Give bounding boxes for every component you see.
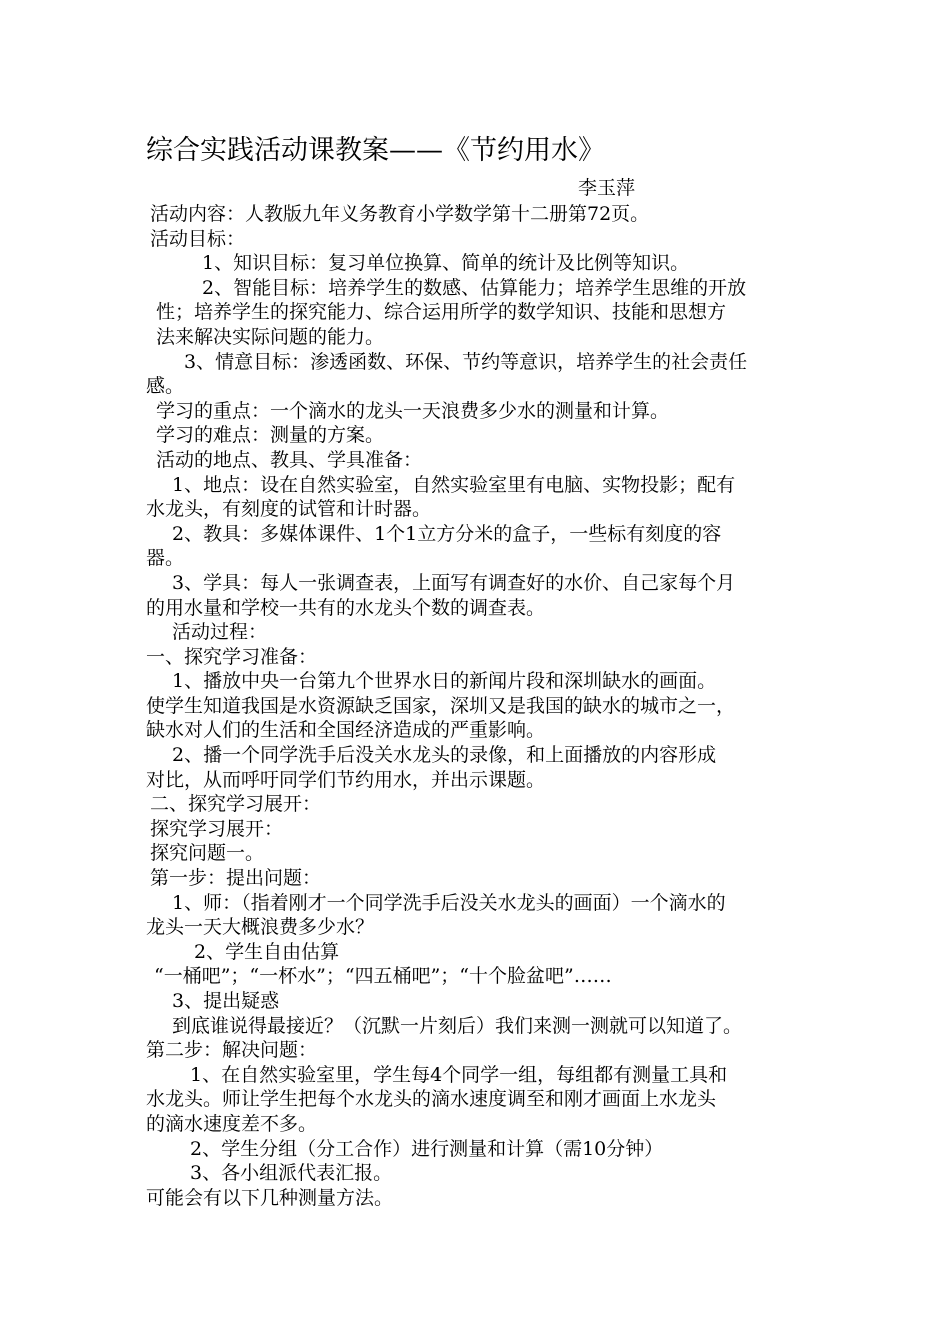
paragraph-line: 2、播一个同学洗手后没关水龙头的录像，和上面播放的内容形成 [172, 744, 717, 767]
paragraph-line: 缺水对人们的生活和全国经济造成的严重影响。 [146, 719, 546, 742]
paragraph-line: 1、播放中央一台第九个世界水日的新闻片段和深圳缺水的画面。 [172, 670, 717, 693]
paragraph-line: 2、学生自由估算 [194, 940, 340, 963]
paragraph-line: 水龙头。师让学生把每个水龙头的滴水速度调至和刚才画面上水龙头 [146, 1088, 717, 1111]
paragraph-line: 法来解决实际问题的能力。 [156, 325, 385, 348]
document-title: 综合实践活动课教案——《节约用水》 [146, 135, 605, 166]
paragraph-line: 3、各小组派代表汇报。 [190, 1162, 393, 1185]
paragraph-line: 3、学具：每人一张调查表，上面写有调查好的水价、自己家每个月 [172, 571, 736, 594]
paragraph-line: 1、知识目标：复习单位换算、简单的统计及比例等知识。 [202, 252, 690, 275]
paragraph-line: 龙头一天大概浪费多少水？ [146, 916, 375, 939]
paragraph-line: 探究学习展开： [150, 817, 284, 840]
paragraph-line: 的用水量和学校一共有的水龙头个数的调查表。 [146, 596, 546, 619]
paragraph-line: 二、探究学习展开： [150, 793, 322, 816]
paragraph-line: 活动目标： [150, 227, 246, 250]
document-body [146, 202, 826, 1210]
paragraph-line: 的滴水速度差不多。 [146, 1112, 318, 1135]
paragraph-line: “一桶吧”；“一杯水”；“四五桶吧”；“十个脸盆吧”…… [154, 965, 612, 988]
paragraph-line: 探究问题一。 [150, 842, 265, 865]
paragraph-line: 到底谁说得最接近？（沉默一片刻后）我们来测一测就可以知道了。 [172, 1014, 743, 1037]
paragraph-line: 1、师：（指着刚才一个同学洗手后没关水龙头的画面）一个滴水的 [172, 891, 726, 914]
paragraph-line: 2、学生分组（分工合作）进行测量和计算（需10分钟） [190, 1137, 664, 1160]
paragraph-line: 水龙头，有刻度的试管和计时器。 [146, 498, 432, 521]
paragraph-line: 2、智能目标：培养学生的数感、估算能力；培养学生思维的开放 [202, 276, 747, 299]
paragraph-line: 学习的重点：一个滴水的龙头一天浪费多少水的测量和计算。 [156, 399, 670, 422]
paragraph-line: 使学生知道我国是水资源缺乏国家，深圳又是我国的缺水的城市之一， [146, 694, 736, 717]
paragraph-line: 1、地点：设在自然实验室，自然实验室里有电脑、实物投影；配有 [172, 473, 736, 496]
paragraph-line: 第二步：解决问题： [146, 1039, 318, 1062]
paragraph-line: 可能会有以下几种测量方法。 [146, 1186, 394, 1209]
paragraph-line: 2、教具：多媒体课件、1个1立方分米的盒子，一些标有刻度的容 [172, 522, 722, 545]
paragraph-line: 活动内容：人教版九年义务教育小学数学第十二册第72页。 [150, 203, 650, 225]
paragraph-line: 第一步：提出问题： [150, 867, 322, 890]
paragraph-line: 活动过程： [172, 621, 268, 644]
paragraph-line: 性；培养学生的探究能力、综合运用所学的数学知识、技能和思想方 [156, 301, 727, 324]
paragraph-line: 器。 [146, 547, 185, 570]
document-author: 李玉萍 [578, 177, 636, 199]
paragraph-line: 对比，从而呼吁同学们节约用水，并出示课题。 [146, 768, 546, 791]
paragraph-line: 1、在自然实验室里，学生每4个同学一组，每组都有测量工具和 [190, 1063, 728, 1086]
paragraph-line: 3、提出疑惑 [172, 990, 280, 1012]
paragraph-line: 一、探究学习准备： [146, 645, 318, 668]
paragraph-line: 3、情意目标：渗透函数、环保、节约等意识，培养学生的社会责任 [184, 350, 748, 373]
paragraph-line: 学习的难点：测量的方案。 [156, 424, 385, 447]
paragraph-line: 活动的地点、教具、学具准备： [156, 448, 423, 471]
paragraph-line: 感。 [146, 375, 185, 398]
